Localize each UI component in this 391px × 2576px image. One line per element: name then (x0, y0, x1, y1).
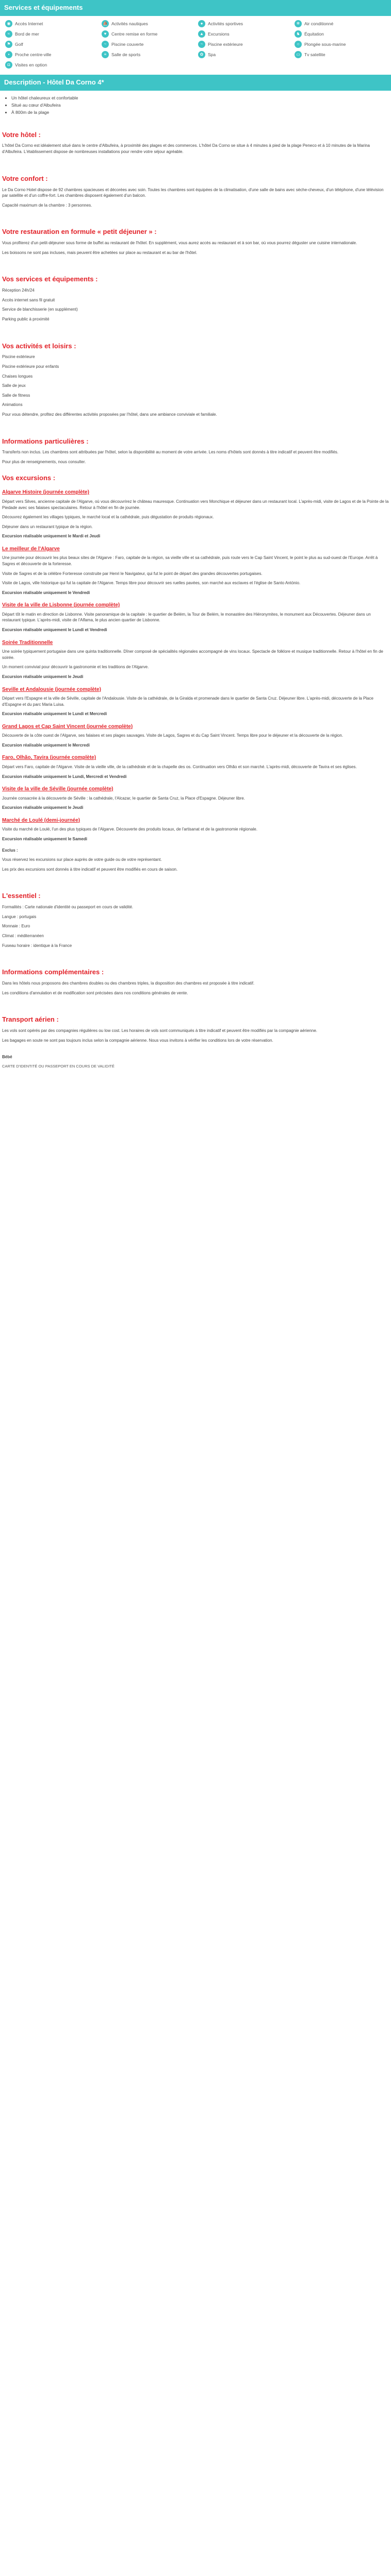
excursion-title: Visite de la ville de Séville (journée complète) (2, 786, 113, 792)
excursion-availability: Excursion réalisable uniquement le Lundi et Vendredi (2, 628, 107, 633)
excursion-availability: Excursion réalisable uniquement le Mercredi (2, 742, 90, 748)
horse-icon: ♞ (295, 30, 302, 38)
service-item: ~ Piscine extérieure (198, 41, 289, 48)
confort-text-2: Capacité maximum de la chambre : 3 personnes. (2, 202, 92, 208)
excursion-availability: Excursion réalisable uniquement le Jeudi (2, 674, 84, 679)
excursion-availability: Excursion réalisable uniquement le Jeudi (2, 805, 84, 810)
excursion-availability: Excursion réalisable uniquement le Lundi et Mercredi (2, 711, 107, 717)
service-item: ⛵ Activités nautiques (102, 20, 193, 27)
excursion-title: Algarve Histoire (journée complète) (2, 489, 89, 496)
golf-icon: ⚑ (5, 41, 12, 48)
spa-icon: ✿ (198, 51, 205, 58)
service-item: ≡ Salle de sports (102, 51, 193, 58)
services-grid (0, 20, 391, 75)
excursion-availability: Excursion réalisable uniquement le Lundi, Mercredi et Vendredi (2, 774, 127, 779)
service-item: ◘ Visites en option (5, 61, 96, 69)
service-item: ◉ Accès Internet (5, 20, 96, 27)
excursion-title: Marché de Loulé (demi-journée) (2, 817, 80, 823)
service-item: ✿ Spa (198, 51, 289, 58)
resto-text-2: Les boissons ne sont pas incluses, mais peuvent être achetées sur place au restaurant et au bar de l'hôtel. (2, 250, 198, 255)
diving-icon: ○ (295, 41, 302, 48)
map-icon: ▲ (198, 30, 205, 38)
excursion-title: Seville et Andalousie (journée complète) (2, 686, 101, 692)
wave-icon: ≈ (5, 30, 12, 38)
description-bullets: • Un hôtel chaleureux et confortable • Situé au cœur d'Albufeira • À 800m de la plage (0, 95, 391, 122)
loisirs-heading: Vos activités et loisirs : (2, 342, 76, 350)
excursion-title: Grand Lagos et Cap Saint Vincent (journée complète) (2, 723, 133, 730)
resto-heading: Votre restauration en formule « petit déjeuner » : (2, 228, 157, 236)
baby-heading: Bébé (2, 1055, 12, 1060)
essentiel-heading: L'essentiel : (2, 892, 41, 900)
confort-text: Le Da Corno Hotel dispose de 92 chambres spacieuses et décorées avec soin. Toutes les chambres sont équipées de la climatisation, d'une salle de bains avec sèche-cheveux, d'un téléphone, d'une télévision par satellite et d'un coffre-fort. Les chambres disposent également d'un balcon. (2, 187, 384, 198)
service-item: ♥ Centre remise en forme (102, 30, 193, 38)
confort-heading: Votre confort : (2, 174, 48, 182)
excursion-title: Faro, Olhão, Tavira (journée complète) (2, 755, 96, 761)
services-title: Services et équipements (0, 0, 391, 16)
service-item: ~ Piscine couverte (102, 41, 193, 48)
fitness-icon: ♥ (102, 30, 109, 38)
description-title: Description - Hôtel Da Corno 4* (0, 75, 391, 91)
boat-icon: ⛵ (102, 20, 109, 27)
excursion-availability: Excursion réalisable uniquement le Mardi et Jeudi (2, 534, 101, 539)
excursion-title: Soirée Traditionnelle (2, 639, 53, 646)
transport-heading: Transport aérien : (2, 1015, 59, 1024)
service-item: ❄ Air conditionné (295, 20, 386, 27)
complementary-info-heading: Informations complémentaires : (2, 968, 104, 976)
excursions-heading: Vos excursions : (2, 473, 56, 482)
baby-document: CARTE D'IDENTITÉ OU PASSEPORT EN COURS DE VALIDITÉ (2, 1063, 115, 1069)
wifi-icon: ◉ (5, 20, 12, 27)
hotel-text: L'hôtel Da Corno est idéalement situé dans le centre d'Albufeira, à proximité des plages et des commerces. L'hôtel Da Corno se situe à 4 minutes à pied de la plage Peneco et à 10 minutes de la Marina d'Albufeira. L'établissement dispose de nombreuses installations pour rendre votre séjour agréable. (2, 143, 370, 155)
excursions-excluded-heading: Exclus : (2, 848, 18, 853)
snowflake-icon: ❄ (295, 20, 302, 27)
service-item: ● Activités sportives (198, 20, 289, 27)
service-item: ▪ Proche centre-ville (5, 51, 96, 58)
excursion-title: Visite de la ville de Lisbonne (journée complète) (2, 602, 120, 608)
city-icon: ▪ (5, 51, 12, 58)
hotel-heading: Votre hôtel : (2, 130, 41, 139)
service-item: ≈ Bord de mer (5, 30, 96, 38)
service-item: ▲ Excursions (198, 30, 289, 38)
service-item: ▭ Tv satellite (295, 51, 386, 58)
excursion-title: Le meilleur de l'Algarve (2, 546, 60, 552)
dumbbell-icon: ≡ (102, 51, 109, 58)
swim-icon: ~ (198, 41, 205, 48)
tv-icon: ▭ (295, 51, 302, 58)
resto-text: Vous profiterez d'un petit-déjeuner sous forme de buffet au restaurant de l'hôtel. En supplément, vous aurez accès au restaurant et à son bar, où vous pourrez déguster une cuisine internationale. (2, 241, 357, 246)
services-heading: Vos services et équipements : (2, 275, 98, 283)
service-item: ♞ Équitation (295, 30, 386, 38)
service-item: ○ Plongée sous-marine (295, 41, 386, 48)
camera-icon: ◘ (5, 61, 12, 69)
sport-icon: ● (198, 20, 205, 27)
service-item: ⚑ Golf (5, 41, 96, 48)
loisirs-text: Pour vous détendre, profitez des différentes activités proposées par l'hôtel, dans une ambiance conviviale et familiale. (2, 412, 217, 417)
description-section: Votre hôtel : L'hôtel Da Corno est idéalement situé dans le centre d'Albufeira, à proximité des plages et des commerces. L'hôtel Da Corno se situe à 4 minutes à pied de la plage Peneco et à 10 minutes de la Marina d'Albufeira. L'établissement dispose de nombreuses installations pour rendre votre séjour agréable. Votre confort : Le Da Corno Hotel dispose de 92 chambres spacieuses et décorées avec soin. Toutes les chambres sont équipées de la climatisation, d'une salle de bains avec sèche-cheveux, d'un téléphone, d'une télévision par satellite et d'un coffre-fort. Les chambres disposent également d'un balcon. Capacité maximum de la chambre : 3 personnes. Votre restauration en formule « petit déjeuner » : Vous profiterez d'un petit-déjeuner sous forme de buffet au restaurant de l'hôtel. En supplément, vous aurez accès au restaurant et à son bar, où vous pourrez déguster une cuisine internationale. Les boissons ne sont pas incluses, mais peuvent être achetées sur place au restaurant et au bar de l'hôtel. Vos services et équipements : Réception 24h/24 Accès internet sans fil gratuit Service de blanchisserie (en supplément) Parking public à proximité Vos activités et loisirs : Piscine extérieure Piscine extérieure pour enfants Chaises longues Salle de jeux Salle de fitness Animations Pour vous détendre, profitez des différentes activités proposées par l'hôtel, dans une ambiance conviviale et familiale. Informations particulières : Transferts non inclus. Les chambres sont attribuées par l'hôtel, selon la disponibilité au moment de votre arrivée. Les noms d'hôtels sont donnés à titre indicatif et peuvent être modifiés. Pour plus de renseignements, nous consulter. Vos excursions : Algarve Histoire (journée complète) Départ vers Silves, ancienne capitale de l'Algarve, où vous découvrirez le château mauresque. Continuation vers Monchique et déjeuner dans un restaurant local. L'après-midi, visite de Lagos et de la Pointe de la Piedade avec ses falaises spectaculaires. Retour à l'hôtel en fin de journée. Découvrez également les villages typiques, le marché local et la cathédrale, puis dégustation de produits régionaux. Déjeuner dans un restaurant typique de la région. Excursion réalisable uniquement le Mardi et Jeudi Le meilleur de l'Algarve Une journée pour découvrir les plus beaux sites de l'Algarve : Faro, capitale de la région, sa vieille ville et sa cathédrale, puis route vers le Cap Saint Vincent, le point le plus au sud-ouest de l'Europe. Arrêt à Sagres et découverte de la forteresse. Visite de Sagres et de la célèbre Forteresse construite par Henri le Navigateur, qui fut le point de départ des grandes découvertes portugaises. Visite de Lagos, ville historique qui fut la capitale de l'Algarve. Temps libre pour découvrir ses ruelles pavées, son marché aux esclaves et l'église de Santo António. Excursion réalisable uniquement le Vendredi Visite de la ville de Lisbonne (journée complète) Départ tôt le matin en direction de Lisbonne. Visite panoramique de la capitale : le quartier de Belém, la Tour de Belém, le monastère des Hiéronymites, le monument aux Découvertes. Déjeuner dans un restaurant typique. L'après-midi, visite de l'Alfama, le plus ancien quartier de Lisbonne. Excursion réalisable uniquement le Lundi et Vendredi Soirée Traditionnelle Une soirée typiquement portugaise dans une quinta traditionnelle. Dîner composé de spécialités régionales accompagné de vins locaux. Spectacle de folklore et musique traditionnelle. Retour à l'hôtel en fin de soirée. Un moment convivial pour découvrir la gastronomie et les traditions de l'Algarve. Excursion réalisable uniquement le Jeudi Seville et Andalousie (journée complète) Départ vers l'Espagne et la ville de Séville, capitale de l'Andalousie. Visite de la cathédrale, de la Giralda et promenade dans le quartier de Santa Cruz. Déjeuner libre. L'après-midi, découverte de la Place d'Espagne et du parc Maria Luisa. Excursion réalisable uniquement le Lundi et Mercredi Grand Lagos et Cap Saint Vincent (journée complète) Découverte de la côte ouest de l'Algarve, ses falaises et ses plages sauvages. Visite de Lagos, Sagres et du Cap Saint Vincent. Temps libre pour le déjeuner et la découverte de la région. Excursion réalisable uniquement le Mercredi Faro, Olhão, Tavira (journée complète) Départ vers Faro, capitale de l'Algarve. Visite de la vieille ville, de la cathédrale et de la chapelle des os. Continuation vers Olhão et son marché. L'après-midi, découverte de Tavira et ses églises. Excursion réalisable uniquement le Lundi, Mercredi et Vendredi Visite de la ville de Séville (journée complète) Journée consacrée à la découverte de Séville : la cathédrale, l'Alcazar, le quartier de Santa Cruz, la Place d'Espagne. Déjeuner libre. Excursion réalisable uniquement le Jeudi Marché de Loulé (demi-journée) Visite du marché de Loulé, l'un des plus typiques de l'Algarve. Découverte des produits locaux, de l'artisanat et de la gastronomie régionale. Excursion réalisable uniquement le Samedi Exclus : Vous réservez les excursions sur place auprès de votre guide ou de votre représentant. Les prix des excursions sont donnés à titre indicatif et peuvent être modifiés en cours de saison. L'essentiel : Formalités : Carte nationale d'identité ou passeport en cours de validité. Langue : portugais Monnaie : Euro Climat : méditerranéen Fuseau horaire : identique à la France Informations complémentaires : Dans les hôtels nous proposons des chambres doubles ou des chambres triples, la disposition des chambres est proposée à titre indicatif. Les conditions d'annulation et de modification sont précisées dans nos conditions générales de vente. Transport aérien : Les vols sont opérés par des compagnies régulières ou low cost. Les horaires de vols sont communiqués à titre indicatif et peuvent être modifiés par la compagnie aérienne. Les bagages en soute ne sont pas toujours inclus selon la compagnie aérienne. Nous vous invitons à vérifier les conditions lors de votre réservation. Bébé CARTE D'IDENTITÉ OU PASSEPORT EN COURS DE VALIDITÉ (2, 130, 389, 1069)
info-heading: Informations particulières : (2, 437, 89, 445)
excursion-availability: Excursion réalisable uniquement le Samedi (2, 836, 87, 841)
excursion-availability: Excursion réalisable uniquement le Vendredi (2, 590, 90, 595)
pool-icon: ~ (102, 41, 109, 48)
